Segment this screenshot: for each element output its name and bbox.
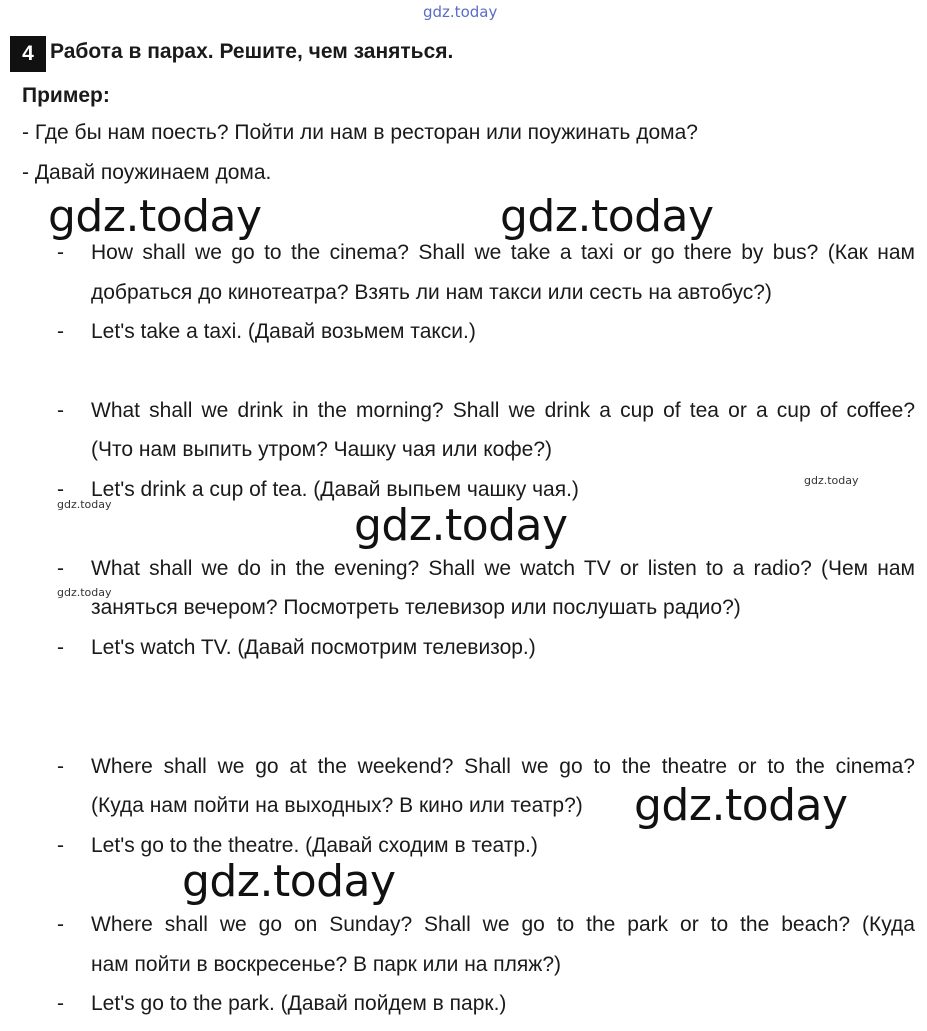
watermark-small: gdz.today xyxy=(804,474,859,487)
answer-line: Let's go to the theatre. (Давай сходим в театр.) xyxy=(91,834,538,857)
question-line: нам пойти в воскресенье? В парк или на пляж?) xyxy=(91,953,562,976)
watermark-small: gdz.today xyxy=(57,498,112,511)
answer-line: Let's drink a cup of tea. (Давай выпьем чашку чая.) xyxy=(91,478,579,501)
watermark: gdz.today xyxy=(48,191,262,242)
watermark: gdz.today xyxy=(634,780,848,831)
question-line: What shall we drink in the morning? Shall we drink a cup of tea or a cup of coffee? xyxy=(91,399,915,422)
watermark: gdz.today xyxy=(354,500,568,551)
list-dash: - xyxy=(57,992,64,1015)
list-dash: - xyxy=(57,399,64,422)
question-line: What shall we do in the evening? Shall we watch TV or listen to a radio? (Чем нам xyxy=(91,557,915,580)
example-line: - Где бы нам поесть? Пойти ли нам в ресторан или поужинать дома? xyxy=(22,121,698,144)
question-line: (Что нам выпить утром? Чашку чая или кофе?) xyxy=(91,438,552,461)
task-title: Работа в парах. Решите, чем заняться. xyxy=(50,40,454,63)
answer-line: Let's watch TV. (Давай посмотрим телевизор.) xyxy=(91,636,536,659)
example-line: - Давай поужинаем дома. xyxy=(22,161,272,184)
list-dash: - xyxy=(57,320,64,343)
question-line: How shall we go to the cinema? Shall we take a taxi or go there by bus? (Как нам xyxy=(91,241,915,264)
task-number-badge: 4 xyxy=(10,36,46,72)
question-line: заняться вечером? Посмотреть телевизор или послушать радио?) xyxy=(91,596,741,619)
example-label: Пример: xyxy=(22,84,110,107)
question-line: (Куда нам пойти на выходных? В кино или театр?) xyxy=(91,794,583,817)
watermark-top: gdz.today xyxy=(423,3,498,21)
list-dash: - xyxy=(57,241,64,264)
answer-line: Let's go to the park. (Давай пойдем в парк.) xyxy=(91,992,507,1015)
list-dash: - xyxy=(57,834,64,857)
list-dash: - xyxy=(57,755,64,778)
question-line: Where shall we go at the weekend? Shall we go to the theatre or to the cinema? xyxy=(91,755,915,778)
list-dash: - xyxy=(57,557,64,580)
list-dash: - xyxy=(57,478,64,501)
question-line: Where shall we go on Sunday? Shall we go to the park or to the beach? (Куда xyxy=(91,913,915,936)
watermark: gdz.today xyxy=(500,191,714,242)
watermark: gdz.today xyxy=(182,856,396,907)
watermark-small: gdz.today xyxy=(57,586,112,599)
answer-line: Let's take a taxi. (Давай возьмем такси.) xyxy=(91,320,476,343)
list-dash: - xyxy=(57,636,64,659)
question-line: добраться до кинотеатра? Взять ли нам такси или сесть на автобус?) xyxy=(91,281,772,304)
list-dash: - xyxy=(57,913,64,936)
